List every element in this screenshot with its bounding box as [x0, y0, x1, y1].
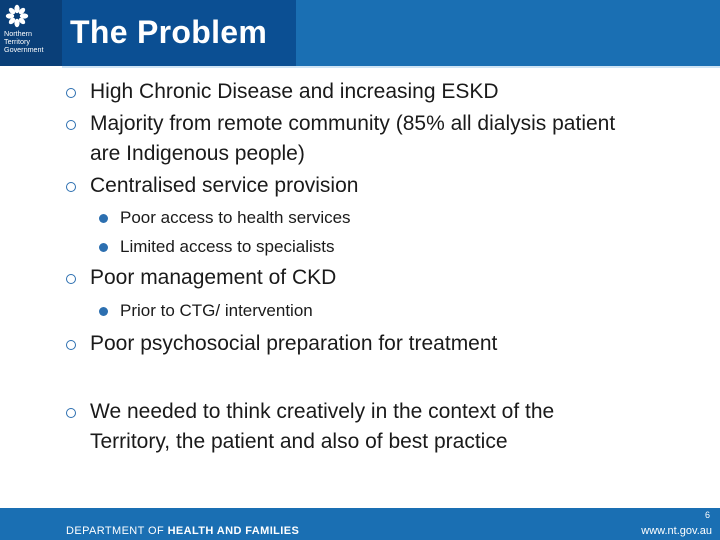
bullet-item: We needed to think creatively in the context of the: [90, 400, 555, 423]
sub-bullet-item: Prior to CTG/ intervention: [120, 301, 313, 320]
logo-wordmark: [4, 30, 60, 54]
bullet-item-continuation: Territory, the patient and also of best practice: [90, 430, 508, 453]
ring-bullet-icon: [66, 88, 76, 98]
bullet-item: Poor psychosocial preparation for treatment: [90, 332, 498, 355]
department-name: [66, 525, 299, 537]
ring-bullet-icon: [66, 182, 76, 192]
bullet-item: Poor management of CKD: [90, 266, 337, 289]
bullet-item-continuation: are Indigenous people): [90, 142, 305, 165]
page-number: 6: [704, 510, 710, 520]
sub-bullet-item: Poor access to health services: [120, 208, 351, 227]
ring-bullet-icon: [66, 340, 76, 350]
dot-bullet-icon: [99, 307, 108, 316]
bullet-item: High Chronic Disease and increasing ESKD: [90, 80, 499, 103]
website-url: www.nt.gov.au: [641, 525, 712, 537]
logo-line: Government: [4, 45, 44, 54]
dot-bullet-icon: [99, 214, 108, 223]
logo-line: Territory: [4, 37, 30, 46]
slide-title: The Problem: [70, 14, 268, 50]
bullet-item: Centralised service provision: [90, 174, 359, 197]
ring-bullet-icon: [66, 120, 76, 130]
logo-line: Northern: [4, 29, 32, 38]
flower-logo-icon: [5, 4, 29, 28]
header-divider: [62, 66, 720, 68]
ring-bullet-icon: [66, 274, 76, 284]
bullet-item: Majority from remote community (85% all dialysis patient: [90, 112, 616, 135]
department-prefix: DEPARTMENT OF: [66, 525, 168, 537]
nt-government-logo: [0, 0, 62, 66]
sub-bullet-item: Limited access to specialists: [120, 237, 335, 256]
department-highlight: HEALTH AND FAMILIES: [167, 525, 300, 537]
dot-bullet-icon: [99, 243, 108, 252]
ring-bullet-icon: [66, 408, 76, 418]
